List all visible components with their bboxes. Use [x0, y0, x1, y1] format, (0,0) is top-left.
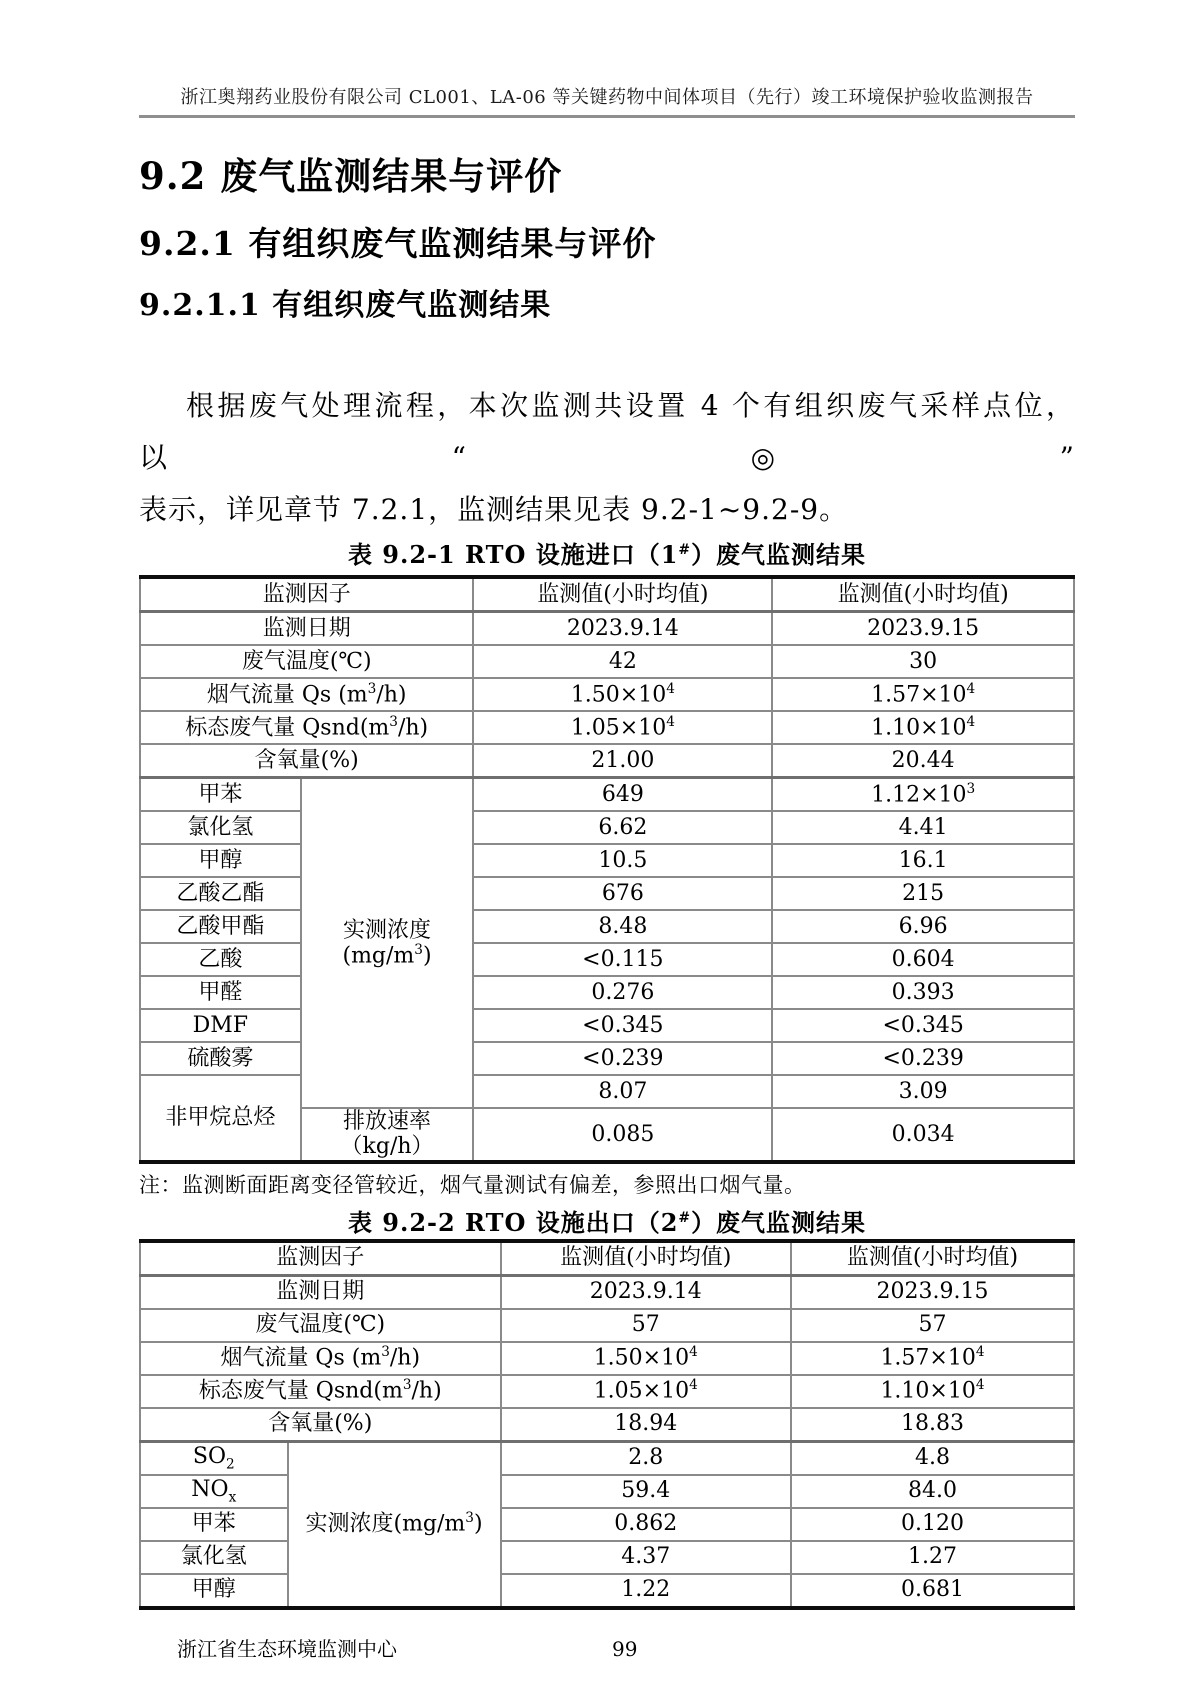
table-cell: 烟气流量 Qs $(m^3/h)$	[140, 678, 473, 711]
table-cell: 3.09	[772, 1075, 1074, 1108]
table-row	[140, 844, 1074, 877]
section-heading-9-2: 9.2 废气监测结果与评价	[139, 154, 563, 198]
table-9-2-2	[139, 1239, 1075, 1610]
table-cell: 649	[473, 778, 772, 812]
table-cell: $NO_x$	[140, 1475, 288, 1508]
table-cell: 18.83	[791, 1408, 1074, 1442]
table-row	[140, 1275, 1074, 1309]
table-cell: $1.50\times 10^4$	[473, 678, 772, 711]
table-cell: DMF	[140, 1009, 301, 1042]
table-cell: 0.604	[772, 943, 1074, 976]
table-cell: 乙酸甲酯	[140, 910, 301, 943]
table-row	[140, 778, 1074, 812]
table-row	[140, 1441, 1074, 1475]
table-cell: 监测日期	[140, 612, 473, 646]
table-row	[140, 1375, 1074, 1408]
emission-rate-label: 排放速率（kg/h）	[301, 1108, 474, 1162]
table-row	[140, 1574, 1074, 1608]
table-cell: 含氧量(%)	[140, 1408, 501, 1442]
table-row	[140, 976, 1074, 1009]
measured-concentration-label: 实测浓度 $(mg/m^3)$	[301, 778, 474, 1109]
table-cell: 烟气流量 Qs $(m^3/h)$	[140, 1342, 501, 1375]
table-cell: 1.27	[791, 1541, 1074, 1574]
table-row	[140, 1042, 1074, 1075]
table-cell: $1.05\times 10^4$	[473, 711, 772, 744]
table-cell: 氯化氢	[140, 1541, 288, 1574]
table-cell: 2023.9.15	[791, 1275, 1074, 1309]
table-cell: 16.1	[772, 844, 1074, 877]
table-cell: 4.8	[791, 1441, 1074, 1475]
table-cell: 乙酸	[140, 943, 301, 976]
header-rule	[139, 115, 1075, 118]
table-cell: 含氧量(%)	[140, 744, 473, 778]
table-cell: 甲苯	[140, 778, 301, 812]
table-cell: 废气温度(℃)	[140, 645, 473, 678]
table-cell: 2.8	[501, 1441, 791, 1475]
table-cell: 18.94	[501, 1408, 791, 1442]
table-row	[140, 1009, 1074, 1042]
table-cell: 乙酸乙酯	[140, 877, 301, 910]
table-cell: 57	[501, 1309, 791, 1342]
table-cell: 0.120	[791, 1508, 1074, 1541]
table-cell: 6.96	[772, 910, 1074, 943]
table-cell: 监测日期	[140, 1275, 501, 1309]
table-row	[140, 1475, 1074, 1508]
table-cell: 57	[791, 1309, 1074, 1342]
table-cell: 0.393	[772, 976, 1074, 1009]
table-cell: 676	[473, 877, 772, 910]
table-row	[140, 711, 1074, 744]
table-row	[140, 577, 1074, 612]
paragraph-line-1: 根据废气处理流程，本次监测共设置 4 个有组织废气采样点位，以“◎”	[139, 389, 1075, 474]
table-row	[140, 1241, 1074, 1276]
table-cell: 4.41	[772, 811, 1074, 844]
table-cell: <0.345	[473, 1009, 772, 1042]
table-row	[140, 1541, 1074, 1574]
table-cell: 甲醇	[140, 844, 301, 877]
table-cell: 0.085	[473, 1108, 772, 1162]
intro-paragraph	[139, 380, 1075, 536]
table-cell: 2023.9.15	[772, 612, 1074, 646]
table-cell: 8.07	[473, 1075, 772, 1108]
table-row	[140, 1342, 1074, 1375]
table-row	[140, 877, 1074, 910]
table-cell: 42	[473, 645, 772, 678]
table-cell: <0.239	[772, 1042, 1074, 1075]
table-cell: $1.57\times 10^4$	[791, 1342, 1074, 1375]
table-cell: 215	[772, 877, 1074, 910]
table-cell: 2023.9.14	[473, 612, 772, 646]
table-row	[140, 1075, 1074, 1108]
table-cell: 4.37	[501, 1541, 791, 1574]
table-row	[140, 1508, 1074, 1541]
table-cell: 标态废气量 $Qsnd(m^3/h)$	[140, 711, 473, 744]
paragraph-line-2: 表示，详见章节 7.2.1，监测结果见表 9.2-1~9.2-9。	[139, 493, 849, 526]
header-cell-value-day1: 监测值(小时均值)	[501, 1241, 791, 1276]
table-9-2-2-title: 表 9.2-2 RTO 设施出口（2#）废气监测结果	[347, 1207, 867, 1237]
section-heading-9-2-1: 9.2.1 有组织废气监测结果与评价	[139, 224, 657, 263]
table-cell: $1.10\times 10^4$	[791, 1375, 1074, 1408]
footer-org-name: 浙江省生态环境监测中心	[177, 1636, 397, 1661]
header-cell-value-day1: 监测值(小时均值)	[473, 577, 772, 612]
section-heading-9-2-1-1: 9.2.1.1 有组织废气监测结果	[139, 288, 552, 323]
table-cell: 标态废气量 $Qsnd(m^3/h)$	[140, 1375, 501, 1408]
table-cell: 0.681	[791, 1574, 1074, 1608]
table-cell: 废气温度(℃)	[140, 1309, 501, 1342]
header-cell-value-day2: 监测值(小时均值)	[791, 1241, 1074, 1276]
table-cell: 非甲烷总烃	[140, 1075, 301, 1162]
table-cell: <0.239	[473, 1042, 772, 1075]
header-cell-factor: 监测因子	[140, 1241, 501, 1276]
table-row	[140, 612, 1074, 646]
table-row	[140, 811, 1074, 844]
table-cell: 20.44	[772, 744, 1074, 778]
header-title: 浙江奥翔药业股份有限公司 CL001、LA-06 等关键药物中间体项目（先行）竣工环境保护验收监测报告	[180, 87, 1034, 108]
table-cell: 84.0	[791, 1475, 1074, 1508]
table-cell: $1.05\times 10^4$	[501, 1375, 791, 1408]
table-cell: 21.00	[473, 744, 772, 778]
page-header	[139, 86, 1075, 118]
table-cell: 1.22	[501, 1574, 791, 1608]
table-9-2-1-title: 表 9.2-1 RTO 设施进口（1#）废气监测结果	[347, 540, 867, 569]
table-cell: 8.48	[473, 910, 772, 943]
header-cell-value-day2: 监测值(小时均值)	[772, 577, 1074, 612]
table-row	[140, 678, 1074, 711]
table-cell: <0.115	[473, 943, 772, 976]
table-cell: 氯化氢	[140, 811, 301, 844]
table-cell: 2023.9.14	[501, 1275, 791, 1309]
table-cell: 甲苯	[140, 1508, 288, 1541]
table-cell: 0.276	[473, 976, 772, 1009]
table-row	[140, 910, 1074, 943]
table-cell: 甲醇	[140, 1574, 288, 1608]
table-cell: 0.862	[501, 1508, 791, 1541]
table-cell: 10.5	[473, 844, 772, 877]
table-cell: $1.50\times 10^4$	[501, 1342, 791, 1375]
table-cell: 30	[772, 645, 1074, 678]
page-number: 99	[612, 1636, 638, 1661]
table-9-2-1-footnote: 注：监测断面距离变径管较近，烟气量测试有偏差，参照出口烟气量。	[139, 1172, 806, 1197]
table-cell: <0.345	[772, 1009, 1074, 1042]
table-row	[140, 1408, 1074, 1442]
header-cell-factor: 监测因子	[140, 577, 473, 612]
table-cell: $SO_2$	[140, 1441, 288, 1475]
table-cell: $1.12\times 10^3$	[772, 778, 1074, 812]
table-cell: 6.62	[473, 811, 772, 844]
table-row	[140, 943, 1074, 976]
table-cell: $1.57\times 10^4$	[772, 678, 1074, 711]
page-footer	[139, 1636, 1075, 1662]
table-cell: 硫酸雾	[140, 1042, 301, 1075]
table-cell: 0.034	[772, 1108, 1074, 1162]
table-row	[140, 1309, 1074, 1342]
table-row	[140, 645, 1074, 678]
table-row	[140, 744, 1074, 778]
table-cell: 59.4	[501, 1475, 791, 1508]
measured-concentration-label: 实测浓度$(mg/m^3)$	[288, 1441, 501, 1608]
table-cell: 甲醛	[140, 976, 301, 1009]
table-cell: $1.10\times 10^4$	[772, 711, 1074, 744]
table-9-2-1	[139, 575, 1075, 1164]
